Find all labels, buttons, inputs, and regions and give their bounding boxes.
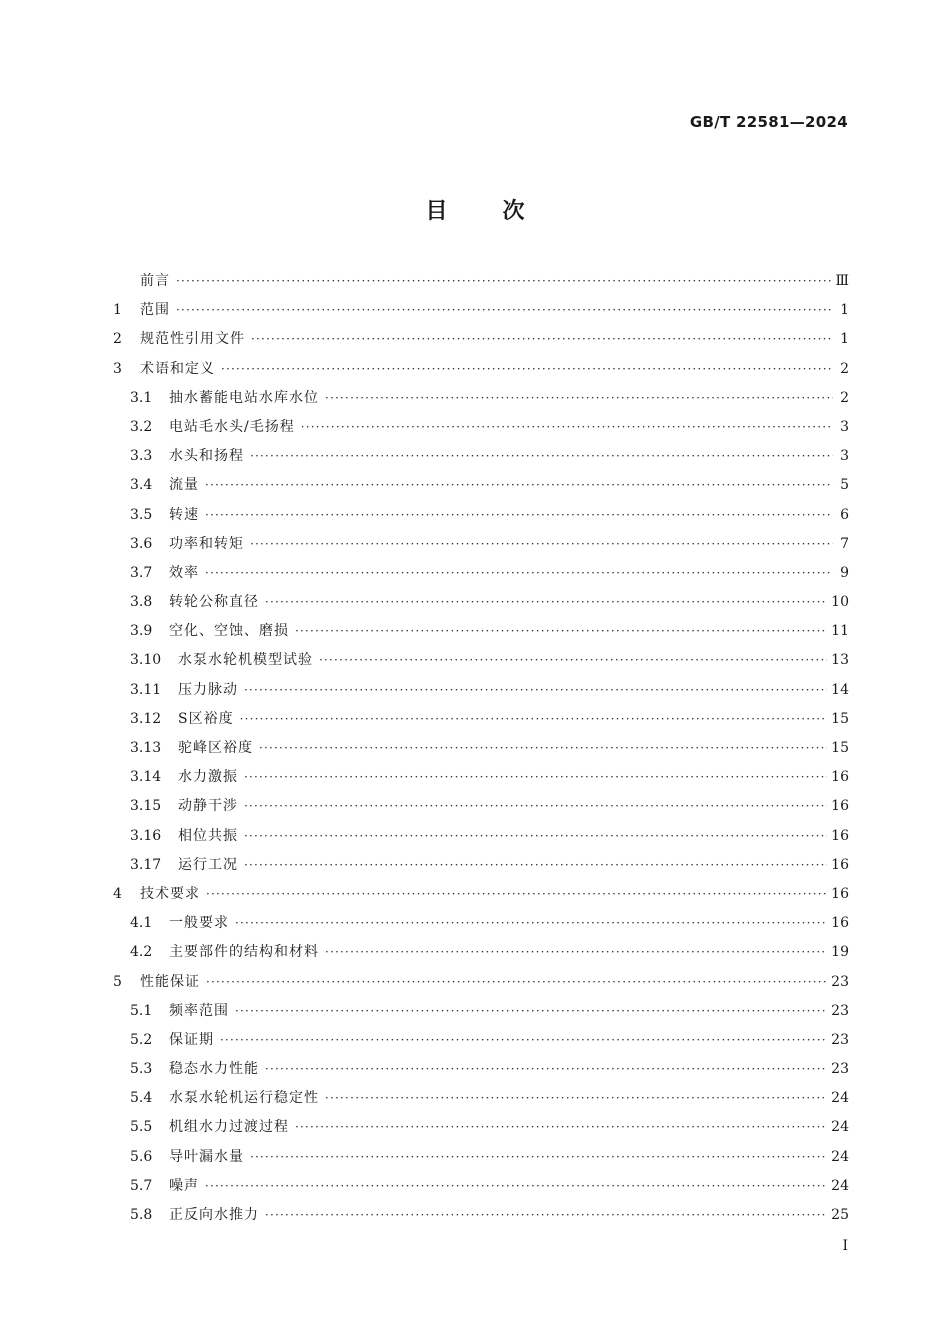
dot-leader: [240, 712, 828, 726]
toc-entry-label: 导叶漏水量: [169, 1148, 244, 1165]
toc-entry-number: 5.1: [130, 1002, 153, 1019]
toc-entry-page: 24: [831, 1090, 849, 1107]
toc-entry-label: 性能保证: [140, 973, 200, 990]
toc-entry-label: 主要部件的结构和材料: [169, 944, 319, 961]
toc-entry-number: 5.8: [130, 1207, 153, 1223]
toc-entry-page: 5: [840, 477, 849, 494]
dot-leader: [235, 916, 827, 930]
dot-leader: [325, 391, 833, 405]
dot-leader: [206, 887, 827, 901]
toc-entry-label: 运行工况: [178, 856, 238, 873]
dot-leader: [265, 595, 827, 609]
toc-entry-number: 3.8: [130, 594, 153, 611]
toc-entry-number: 1: [113, 302, 122, 319]
toc-entry-page: 1: [840, 331, 849, 348]
toc-entry-label: 频率范围: [169, 1002, 229, 1019]
page-folio: I: [842, 1238, 848, 1254]
toc-entry-number: 4: [113, 885, 122, 902]
dot-leader: [176, 303, 833, 317]
toc-entry-number: 3.2: [130, 418, 153, 435]
toc-entry-label: 正反向水推力: [169, 1207, 259, 1223]
toc-entry[interactable]: [113, 474, 849, 503]
dot-leader: [244, 858, 827, 872]
dot-leader: [295, 1120, 827, 1134]
toc-entry[interactable]: [113, 795, 849, 824]
toc-entry[interactable]: [113, 708, 849, 737]
toc-entry-page: 1: [840, 302, 849, 319]
toc-entry-page: 2: [840, 389, 849, 406]
toc-entry-number: 3.13: [130, 740, 162, 756]
toc-entry[interactable]: [113, 649, 849, 678]
toc-entry-label: 效率: [169, 564, 199, 581]
toc-entry[interactable]: [113, 299, 849, 328]
toc-entry-page: 9: [840, 564, 849, 581]
dot-leader: [221, 362, 833, 376]
dot-leader: [244, 683, 827, 697]
toc-entry[interactable]: [113, 1116, 849, 1145]
toc-entry-page: 16: [831, 915, 849, 932]
toc-entry[interactable]: [113, 504, 849, 533]
dot-leader: [295, 624, 827, 638]
toc-entry[interactable]: [113, 1058, 849, 1087]
toc-entry-number: 3.16: [130, 827, 162, 844]
toc-entry-number: 3.10: [130, 652, 162, 669]
toc-entry-label: 机组水力过渡过程: [169, 1119, 289, 1136]
toc-entry-number: 3.3: [130, 448, 153, 465]
toc-entry[interactable]: [113, 1029, 849, 1058]
toc-entry-label: 压力脉动: [178, 681, 238, 698]
toc-entry-number: 5.6: [130, 1148, 153, 1165]
toc-entry-page: 7: [840, 535, 849, 552]
toc-entry-page: 3: [840, 448, 849, 465]
toc-entry[interactable]: [113, 358, 849, 387]
dot-leader: [206, 975, 827, 989]
toc-entry-page: 16: [831, 856, 849, 873]
toc-entry[interactable]: [113, 1175, 849, 1204]
toc-entry-number: 4.2: [130, 944, 153, 961]
dot-leader: [235, 1004, 827, 1018]
toc-entry[interactable]: [113, 562, 849, 591]
toc-entry[interactable]: [113, 912, 849, 941]
dot-leader: [325, 945, 827, 959]
toc-entry-number: 2: [113, 331, 122, 348]
toc-entry-label: S区裕度: [178, 710, 234, 727]
toc-entry-page: 16: [831, 769, 849, 786]
dot-leader: [244, 770, 827, 784]
dot-leader: [244, 829, 827, 843]
toc-entry[interactable]: [113, 387, 849, 416]
toc-entry-number: 3.15: [130, 798, 162, 815]
toc-entry-label: 一般要求: [169, 915, 229, 932]
toc-entry-number: 3.9: [130, 623, 153, 640]
toc-entry[interactable]: [113, 737, 849, 766]
toc-entry-page: 19: [831, 944, 849, 961]
toc-entry[interactable]: [113, 1000, 849, 1029]
toc-entry-label: 水泵水轮机运行稳定性: [169, 1090, 319, 1107]
toc-entry-page: 23: [831, 1031, 849, 1048]
dot-leader: [250, 1150, 827, 1164]
toc-entry-page: 6: [840, 506, 849, 523]
toc-entry-page: 24: [831, 1177, 849, 1194]
dot-leader: [205, 1179, 827, 1193]
dot-leader: [244, 799, 827, 813]
toc-entry[interactable]: [113, 1146, 849, 1175]
dot-leader: [205, 478, 833, 492]
toc-entry-number: 3.12: [130, 710, 162, 727]
toc-entry[interactable]: [113, 854, 849, 883]
toc-entry-number: 3.7: [130, 564, 153, 581]
toc-entry-label: 转轮公称直径: [169, 594, 259, 611]
toc-entry-page: Ⅲ: [835, 273, 849, 289]
toc-entry-number: 3.6: [130, 535, 153, 552]
page-title: 目次: [425, 198, 580, 224]
toc-entry[interactable]: [113, 679, 849, 708]
toc-entry-number: 5.5: [130, 1119, 153, 1136]
toc-entry[interactable]: [113, 1204, 849, 1233]
toc-entry-label: 相位共振: [178, 827, 238, 844]
toc-entry[interactable]: [113, 825, 849, 854]
toc-entry-page: 3: [840, 418, 849, 435]
toc-entry[interactable]: [113, 416, 849, 445]
dot-leader: [220, 1033, 827, 1047]
toc-entry-label: 流量: [169, 477, 199, 494]
toc-entry-page: 15: [831, 710, 849, 727]
toc-entry-page: 2: [840, 360, 849, 377]
dot-leader: [301, 420, 833, 434]
toc-entry-label: 电站毛水头/毛扬程: [169, 418, 295, 435]
toc-entry-page: 25: [831, 1207, 849, 1223]
toc-entry-label: 噪声: [169, 1177, 199, 1194]
table-of-contents: [113, 270, 849, 1233]
toc-entry-page: 24: [831, 1119, 849, 1136]
toc-entry-label: 功率和转矩: [169, 535, 244, 552]
toc-entry-label: 空化、空蚀、磨损: [169, 623, 289, 640]
toc-entry-label: 稳态水力性能: [169, 1061, 259, 1078]
dot-leader: [176, 274, 831, 288]
toc-entry-label: 水泵水轮机模型试验: [178, 652, 313, 669]
dot-leader: [319, 653, 827, 667]
toc-entry-page: 23: [831, 1002, 849, 1019]
dot-leader: [250, 537, 833, 551]
toc-entry-label: 规范性引用文件: [140, 331, 245, 348]
toc-entry-page: 14: [831, 681, 849, 698]
toc-entry-number: 4.1: [130, 915, 153, 932]
toc-entry-page: 23: [831, 973, 849, 990]
toc-entry-page: 11: [831, 623, 849, 640]
toc-entry[interactable]: [113, 328, 849, 357]
toc-entry-page: 16: [831, 885, 849, 902]
toc-entry-number: 5.3: [130, 1061, 153, 1078]
toc-entry[interactable]: [113, 941, 849, 970]
toc-entry-label: 驼峰区裕度: [178, 740, 253, 756]
toc-entry-number: 5.4: [130, 1090, 153, 1107]
toc-entry-label: 前言: [140, 273, 170, 289]
toc-entry[interactable]: [113, 620, 849, 649]
toc-entry-number: 3.11: [130, 681, 162, 698]
toc-entry-number: 5.2: [130, 1031, 153, 1048]
dot-leader: [251, 332, 833, 346]
dot-leader: [265, 1062, 827, 1076]
toc-entry-number: 3.5: [130, 506, 153, 523]
dot-leader: [250, 449, 833, 463]
dot-leader: [259, 741, 827, 755]
toc-entry-page: 13: [831, 652, 849, 669]
toc-entry-page: 24: [831, 1148, 849, 1165]
toc-entry-label: 转速: [169, 506, 199, 523]
toc-entry-label: 抽水蓄能电站水库水位: [169, 389, 319, 406]
toc-entry-number: 5: [113, 973, 122, 990]
toc-entry-page: 16: [831, 798, 849, 815]
toc-entry[interactable]: [113, 533, 849, 562]
toc-entry-number: 3.4: [130, 477, 153, 494]
toc-entry-number: 3.17: [130, 856, 162, 873]
dot-leader: [205, 566, 833, 580]
toc-entry[interactable]: [113, 591, 849, 620]
toc-entry-page: 23: [831, 1061, 849, 1078]
toc-entry[interactable]: [113, 766, 849, 795]
toc-entry-number: 3.14: [130, 769, 162, 786]
toc-entry-label: 术语和定义: [140, 360, 215, 377]
toc-entry[interactable]: [113, 1087, 849, 1116]
dot-leader: [265, 1208, 827, 1222]
dot-leader: [205, 508, 833, 522]
toc-entry[interactable]: [113, 270, 849, 299]
toc-entry-label: 技术要求: [140, 885, 200, 902]
toc-entry-number: 5.7: [130, 1177, 153, 1194]
toc-entry[interactable]: [113, 971, 849, 1000]
toc-entry-number: 3.1: [130, 389, 153, 406]
toc-entry-page: 10: [831, 594, 849, 611]
toc-entry-label: 水头和扬程: [169, 448, 244, 465]
toc-entry-label: 动静干涉: [178, 798, 238, 815]
dot-leader: [325, 1091, 827, 1105]
toc-entry-label: 范围: [140, 302, 170, 319]
toc-entry-label: 保证期: [169, 1031, 214, 1048]
toc-entry-page: 15: [831, 740, 849, 756]
toc-entry[interactable]: [113, 445, 849, 474]
toc-entry-number: 3: [113, 360, 122, 377]
toc-entry-label: 水力激振: [178, 769, 238, 786]
toc-entry-page: 16: [831, 827, 849, 844]
standard-code: GB/T 22581—2024: [689, 113, 848, 131]
toc-entry[interactable]: [113, 883, 849, 912]
